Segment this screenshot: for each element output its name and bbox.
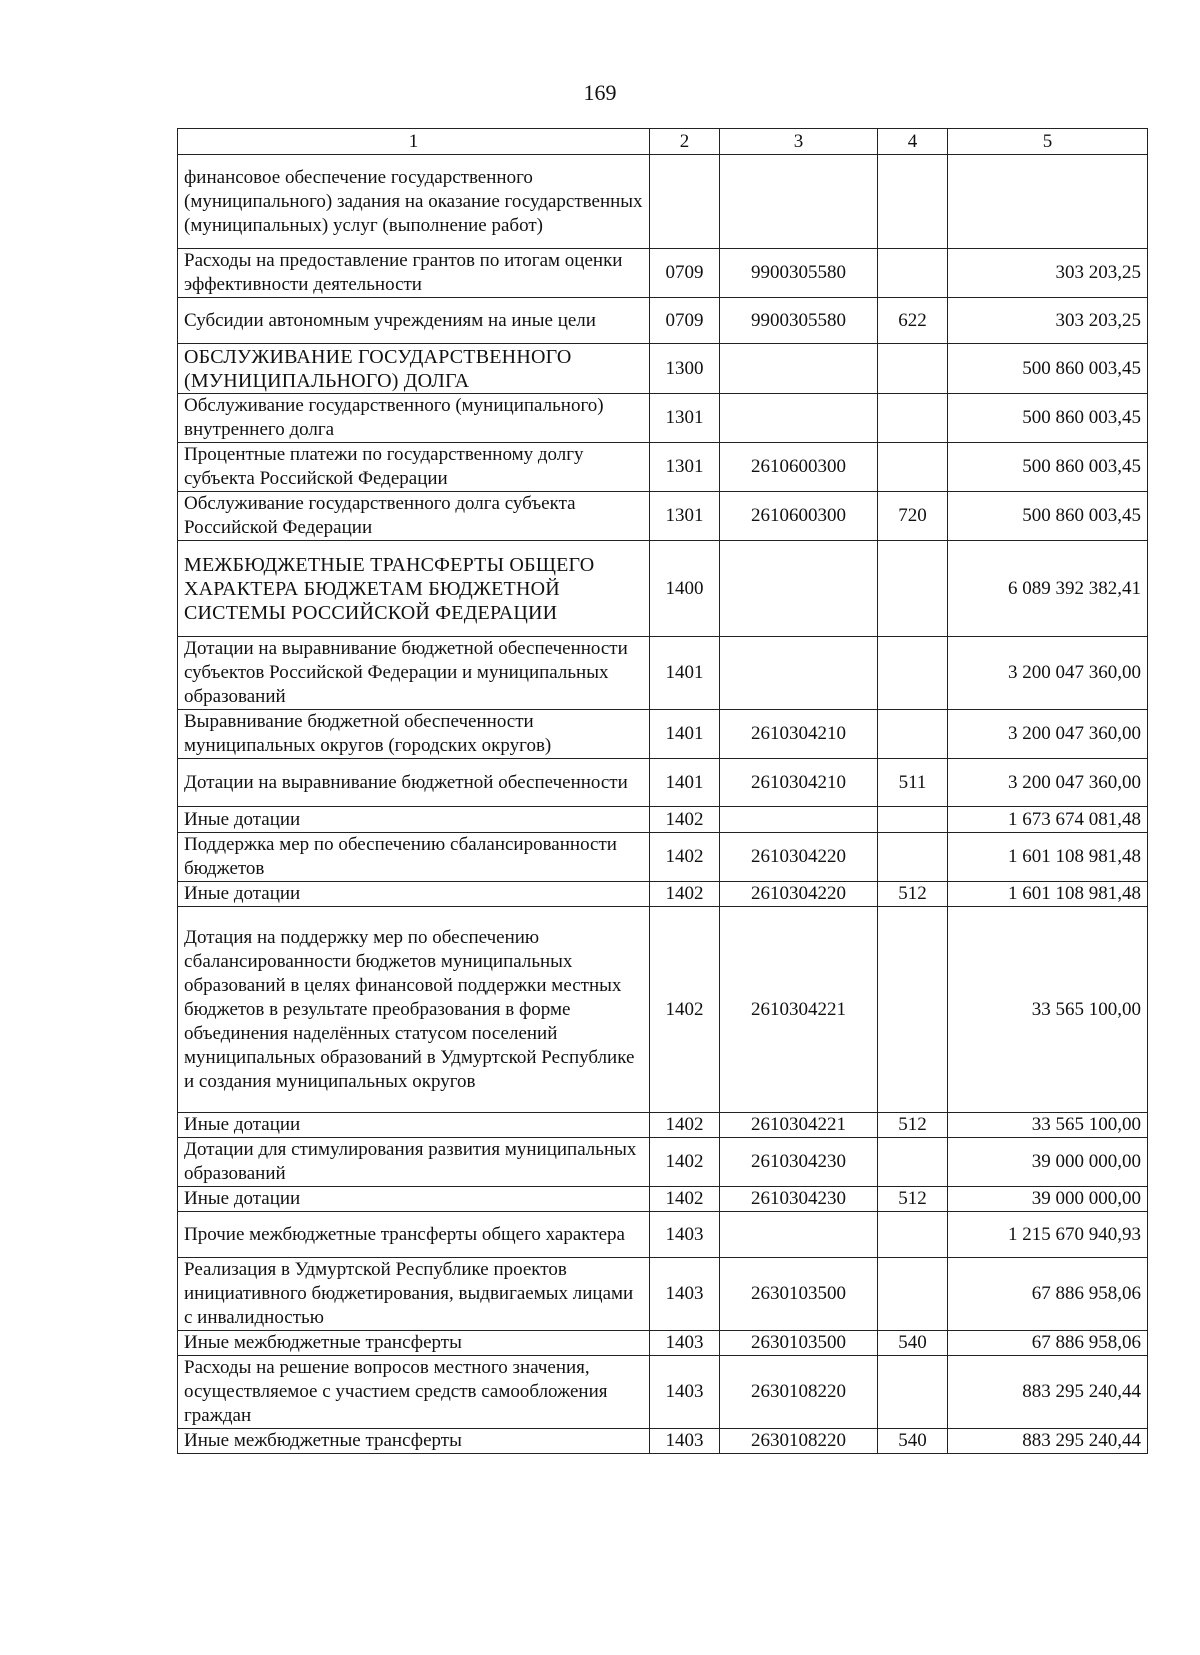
amount-cell: 3 200 047 360,00	[948, 710, 1148, 759]
amount-cell: 303 203,25	[948, 298, 1148, 344]
table-row	[178, 710, 1148, 759]
target-article-cell: 2630108220	[720, 1356, 878, 1429]
table-row	[178, 833, 1148, 882]
target-article-cell: 2630108220	[720, 1429, 878, 1454]
expense-type-cell	[878, 249, 948, 298]
expense-type-cell: 720	[878, 492, 948, 541]
expense-name-cell: Дотация на поддержку мер по обеспечению сбалансированности бюджетов муниципальных образований в целях финансовой поддержки местных бюджетов в результате преобразования в форме объединения наделённых статусом поселений муниципальных образований в Удмуртской Республике и создания муниципальных округов	[178, 907, 650, 1113]
expense-type-cell	[878, 1258, 948, 1331]
section-code-cell: 1301	[650, 443, 720, 492]
expense-name-cell: Прочие межбюджетные трансферты общего характера	[178, 1212, 650, 1258]
section-code-cell: 1300	[650, 344, 720, 394]
expense-type-cell	[878, 907, 948, 1113]
expense-name-cell: Иные дотации	[178, 1113, 650, 1138]
amount-cell: 67 886 958,06	[948, 1331, 1148, 1356]
expense-name-cell: Обслуживание государственного (муниципального) внутреннего долга	[178, 394, 650, 443]
table-row	[178, 1331, 1148, 1356]
section-code-cell: 1401	[650, 637, 720, 710]
target-article-cell: 2610304230	[720, 1138, 878, 1187]
expense-name-cell: Процентные платежи по государственному долгу субъекта Российской Федерации	[178, 443, 650, 492]
expense-name-cell: Дотации для стимулирования развития муниципальных образований	[178, 1138, 650, 1187]
table-row	[178, 1138, 1148, 1187]
target-article-cell: 2610304221	[720, 1113, 878, 1138]
section-code-cell: 1401	[650, 710, 720, 759]
budget-table	[177, 128, 1148, 1454]
amount-cell: 33 565 100,00	[948, 1113, 1148, 1138]
amount-cell: 33 565 100,00	[948, 907, 1148, 1113]
expense-type-cell: 511	[878, 759, 948, 807]
amount-cell: 1 673 674 081,48	[948, 807, 1148, 833]
target-article-cell: 2610600300	[720, 492, 878, 541]
table-row	[178, 541, 1148, 637]
expense-type-cell: 512	[878, 1187, 948, 1212]
expense-type-cell	[878, 1138, 948, 1187]
amount-cell: 500 860 003,45	[948, 443, 1148, 492]
header-cell-5: 5	[948, 129, 1148, 155]
expense-name-cell: Поддержка мер по обеспечению сбалансированности бюджетов	[178, 833, 650, 882]
target-article-cell: 2610304210	[720, 759, 878, 807]
table-row	[178, 1212, 1148, 1258]
expense-type-cell: 540	[878, 1331, 948, 1356]
expense-type-cell	[878, 833, 948, 882]
section-code-cell: 1402	[650, 1113, 720, 1138]
section-code-cell	[650, 155, 720, 249]
expense-type-cell: 622	[878, 298, 948, 344]
expense-name-cell: Субсидии автономным учреждениям на иные цели	[178, 298, 650, 344]
expense-type-cell	[878, 344, 948, 394]
section-code-cell: 1403	[650, 1331, 720, 1356]
amount-cell: 1 601 108 981,48	[948, 882, 1148, 907]
target-article-cell: 2610600300	[720, 443, 878, 492]
amount-cell: 39 000 000,00	[948, 1138, 1148, 1187]
section-code-cell: 1403	[650, 1429, 720, 1454]
section-code-cell: 1402	[650, 907, 720, 1113]
target-article-cell: 2610304221	[720, 907, 878, 1113]
section-code-cell: 1301	[650, 394, 720, 443]
expense-name-cell: Иные дотации	[178, 807, 650, 833]
target-article-cell	[720, 344, 878, 394]
expense-type-cell	[878, 541, 948, 637]
target-article-cell	[720, 541, 878, 637]
target-article-cell: 9900305580	[720, 249, 878, 298]
table-row	[178, 394, 1148, 443]
target-article-cell: 9900305580	[720, 298, 878, 344]
table-row	[178, 443, 1148, 492]
header-row	[178, 129, 1148, 155]
expense-name-cell: Обслуживание государственного долга субъекта Российской Федерации	[178, 492, 650, 541]
expense-name-cell: Расходы на предоставление грантов по итогам оценки эффективности деятельности	[178, 249, 650, 298]
table-row	[178, 344, 1148, 394]
section-code-cell: 1403	[650, 1258, 720, 1331]
table-row	[178, 155, 1148, 249]
target-article-cell	[720, 394, 878, 443]
section-code-cell: 1301	[650, 492, 720, 541]
expense-type-cell	[878, 710, 948, 759]
table-row	[178, 298, 1148, 344]
amount-cell: 883 295 240,44	[948, 1356, 1148, 1429]
amount-cell: 303 203,25	[948, 249, 1148, 298]
page-number: 169	[583, 80, 617, 105]
expense-type-cell: 540	[878, 1429, 948, 1454]
target-article-cell: 2610304220	[720, 833, 878, 882]
section-code-cell: 1402	[650, 833, 720, 882]
table-row	[178, 1187, 1148, 1212]
table-row	[178, 1113, 1148, 1138]
header-cell-3: 3	[720, 129, 878, 155]
target-article-cell: 2610304230	[720, 1187, 878, 1212]
target-article-cell: 2610304210	[720, 710, 878, 759]
target-article-cell	[720, 637, 878, 710]
expense-name-cell: Выравнивание бюджетной обеспеченности муниципальных округов (городских округов)	[178, 710, 650, 759]
amount-cell: 39 000 000,00	[948, 1187, 1148, 1212]
expense-type-cell	[878, 637, 948, 710]
table-row	[178, 1356, 1148, 1429]
table-header	[178, 129, 1148, 155]
amount-cell: 1 601 108 981,48	[948, 833, 1148, 882]
amount-cell: 3 200 047 360,00	[948, 637, 1148, 710]
amount-cell: 1 215 670 940,93	[948, 1212, 1148, 1258]
section-code-cell: 1403	[650, 1212, 720, 1258]
target-article-cell	[720, 155, 878, 249]
expense-name-cell: Дотации на выравнивание бюджетной обеспеченности субъектов Российской Федерации и муниципальных образований	[178, 637, 650, 710]
table-row	[178, 637, 1148, 710]
table-row	[178, 249, 1148, 298]
section-code-cell: 1402	[650, 807, 720, 833]
header-cell-1: 1	[178, 129, 650, 155]
section-code-cell: 1403	[650, 1356, 720, 1429]
amount-cell: 883 295 240,44	[948, 1429, 1148, 1454]
expense-type-cell	[878, 1212, 948, 1258]
header-cell-4: 4	[878, 129, 948, 155]
table-row	[178, 907, 1148, 1113]
amount-cell: 500 860 003,45	[948, 344, 1148, 394]
target-article-cell	[720, 1212, 878, 1258]
expense-name-cell: ОБСЛУЖИВАНИЕ ГОСУДАРСТВЕННОГО (МУНИЦИПАЛЬНОГО) ДОЛГА	[178, 344, 650, 394]
table-body	[178, 155, 1148, 1454]
table-row	[178, 1429, 1148, 1454]
section-code-cell: 0709	[650, 249, 720, 298]
amount-cell: 500 860 003,45	[948, 394, 1148, 443]
section-code-cell: 1402	[650, 882, 720, 907]
section-code-cell: 0709	[650, 298, 720, 344]
expense-name-cell: Иные межбюджетные трансферты	[178, 1331, 650, 1356]
table-row	[178, 1258, 1148, 1331]
expense-name-cell: Расходы на решение вопросов местного значения, осуществляемое с участием средств самообложения граждан	[178, 1356, 650, 1429]
expense-type-cell: 512	[878, 882, 948, 907]
expense-type-cell: 512	[878, 1113, 948, 1138]
expense-type-cell	[878, 1356, 948, 1429]
table-row	[178, 492, 1148, 541]
amount-cell: 6 089 392 382,41	[948, 541, 1148, 637]
amount-cell: 500 860 003,45	[948, 492, 1148, 541]
expense-type-cell	[878, 394, 948, 443]
target-article-cell: 2610304220	[720, 882, 878, 907]
section-code-cell: 1401	[650, 759, 720, 807]
expense-name-cell: Иные дотации	[178, 882, 650, 907]
target-article-cell: 2630103500	[720, 1258, 878, 1331]
expense-name-cell: финансовое обеспечение государственного (муниципального) задания на оказание государственных (муниципальных) услуг (выполнение работ)	[178, 155, 650, 249]
expense-type-cell	[878, 807, 948, 833]
section-code-cell: 1402	[650, 1138, 720, 1187]
target-article-cell: 2630103500	[720, 1331, 878, 1356]
expense-type-cell	[878, 443, 948, 492]
expense-name-cell: Иные межбюджетные трансферты	[178, 1429, 650, 1454]
amount-cell	[948, 155, 1148, 249]
table-row	[178, 807, 1148, 833]
amount-cell: 67 886 958,06	[948, 1258, 1148, 1331]
target-article-cell	[720, 807, 878, 833]
expense-name-cell: Дотации на выравнивание бюджетной обеспеченности	[178, 759, 650, 807]
header-cell-2: 2	[650, 129, 720, 155]
table-row	[178, 759, 1148, 807]
expense-type-cell	[878, 155, 948, 249]
expense-name-cell: МЕЖБЮДЖЕТНЫЕ ТРАНСФЕРТЫ ОБЩЕГО ХАРАКТЕРА БЮДЖЕТАМ БЮДЖЕТНОЙ СИСТЕМЫ РОССИЙСКОЙ ФЕДЕРАЦИИ	[178, 541, 650, 637]
section-code-cell: 1402	[650, 1187, 720, 1212]
table-row	[178, 882, 1148, 907]
section-code-cell: 1400	[650, 541, 720, 637]
expense-name-cell: Реализация в Удмуртской Республике проектов инициативного бюджетирования, выдвигаемых лицами с инвалидностью	[178, 1258, 650, 1331]
amount-cell: 3 200 047 360,00	[948, 759, 1148, 807]
expense-name-cell: Иные дотации	[178, 1187, 650, 1212]
